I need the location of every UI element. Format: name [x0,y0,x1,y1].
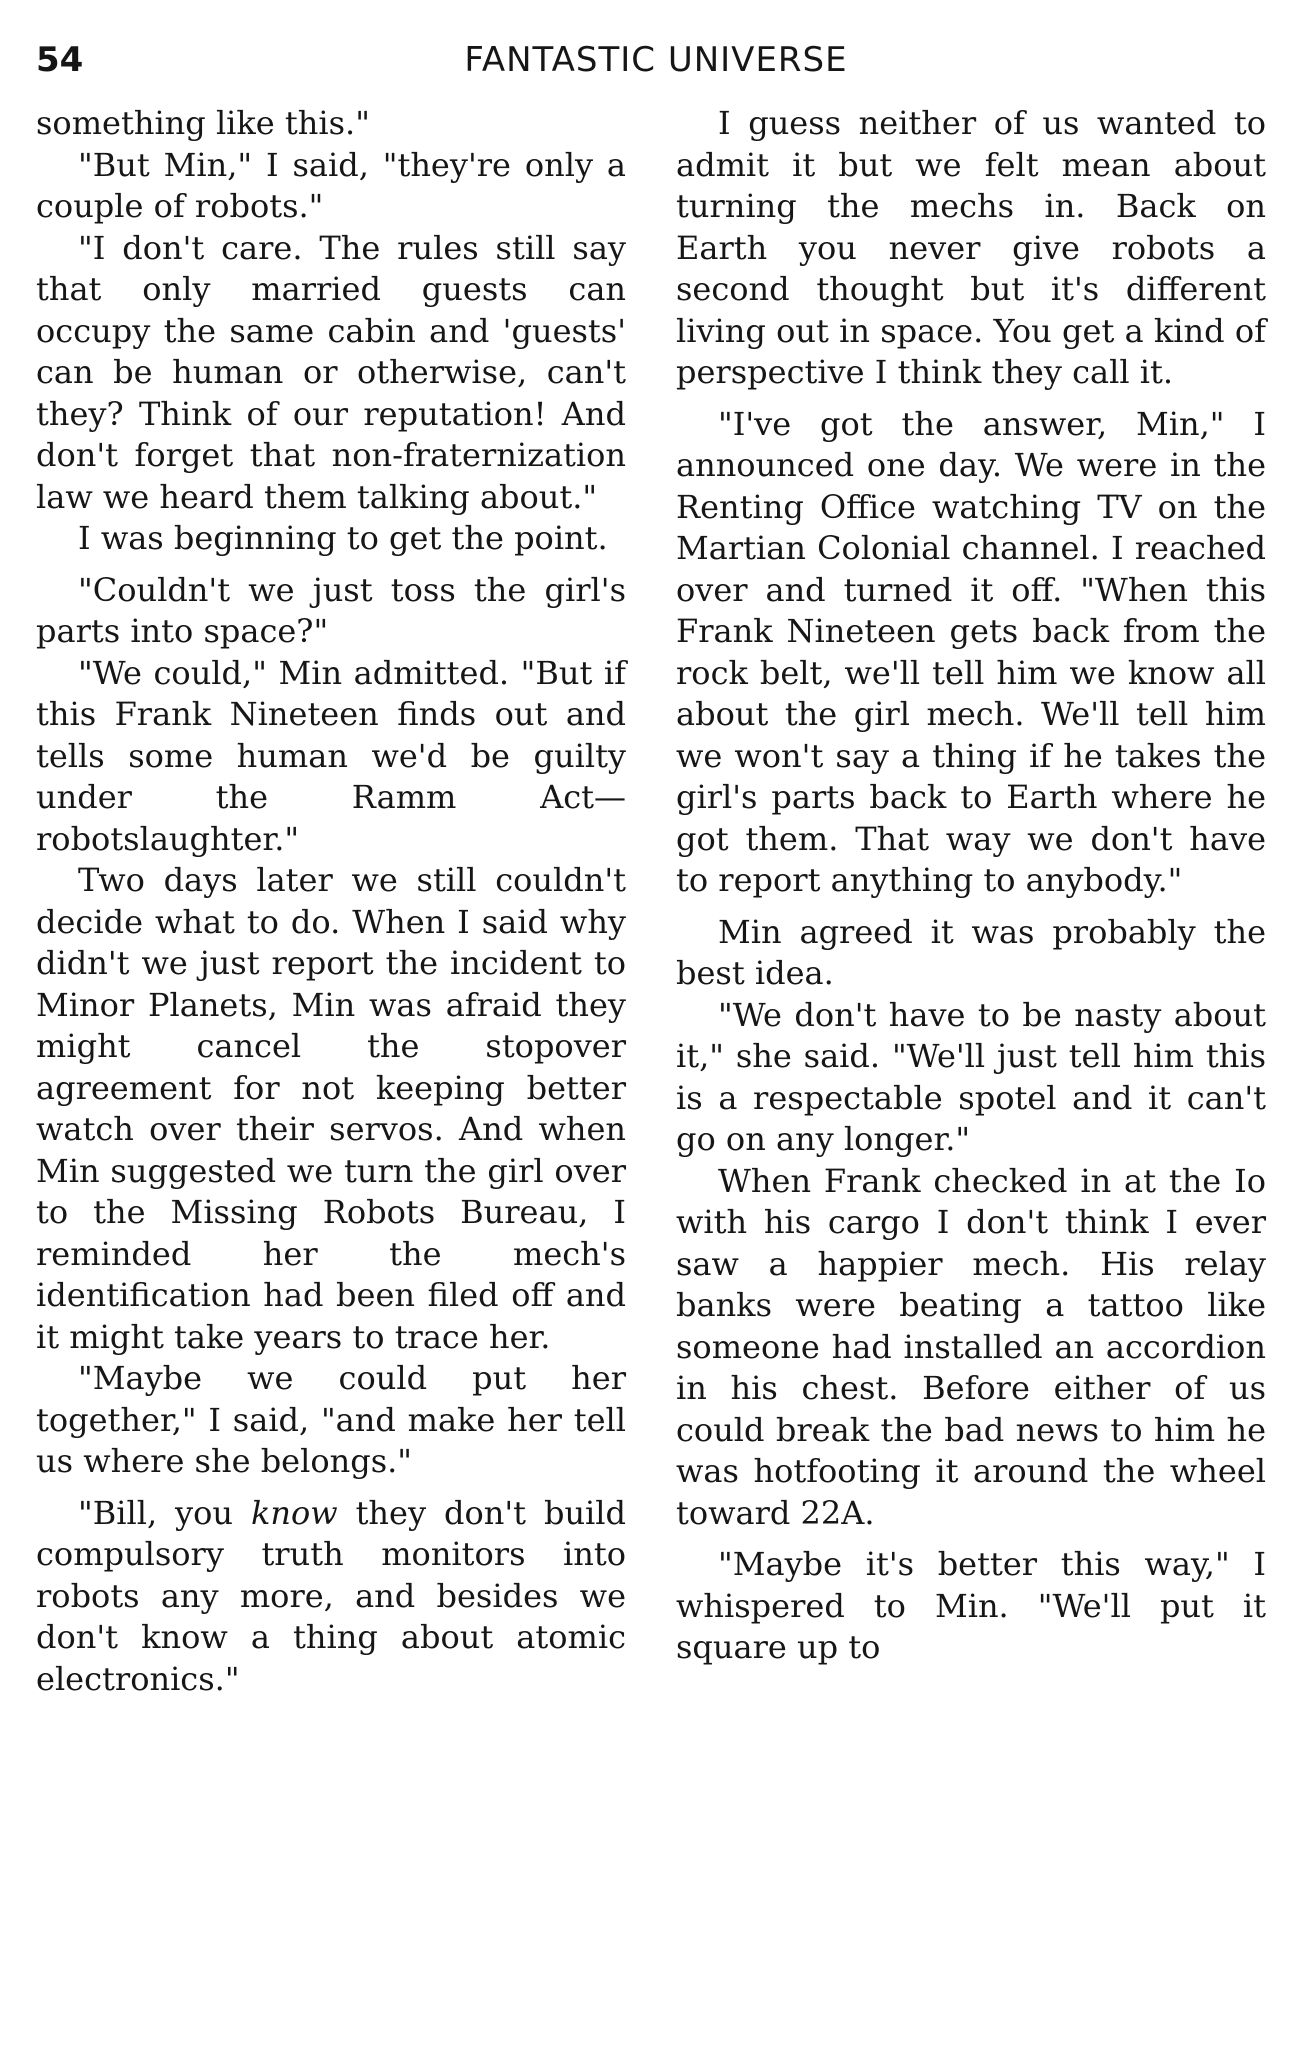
page-header [36,36,1276,84]
paragraph: something like this." [36,104,370,142]
emphasis-text: know [250,1493,338,1532]
paragraph: "Couldn't we just toss the girl's parts into space?" [36,570,626,650]
right-column [676,103,1266,1669]
paragraph-text: they don't build compulsory truth monitors into robots any more, and besides we don't know a thing about atomic electronics." [36,1493,627,1698]
paragraph: "But Min," I said, "they're only a couple of robots." [36,145,626,225]
paragraph: When Frank checked in at the Io with his cargo I don't think I ever saw a happier mech. His relay banks were beating a tattoo like someone had installed an accordion in his chest. Before either of us could break the bad news to him he was hotfooting it around the wheel toward 22A. [676,1161,1266,1532]
paragraph: "I've got the answer, Min," I announced one day. We were in the Renting Office watching TV on the Martian Colonial channel. I reached over and turned it off. "When this Frank Nineteen gets back from the rock belt, we'll tell him we know all about the girl mech. We'll tell him we won't say a thing if he takes the girl's parts back to Earth where he got them. That way we don't have to report anything to anybody." [676,404,1266,899]
paragraph: "I don't care. The rules still say that only married guests can occupy the same cabin and 'guests' can be human or otherwise, can't they? Think of our reputation! And don't forget that non-fraternization law we heard them talking about." [36,228,626,516]
paragraph: Two days later we still couldn't decide what to do. When I said why didn't we just report the incident to Minor Planets, Min was afraid they might cancel the stopover agreement for not keeping better watch over their servos. And when Min suggested we turn the girl over to the Missing Robots Bureau, I reminded her the mech's identification had been filed off and it might take years to trace her. [36,861,626,1356]
page-number: 54 [36,40,84,80]
paragraph: I guess neither of us wanted to admit it but we felt mean about turning the mechs in. Back on Earth you never give robots a second thought but it's different living out in space. You get a kind of perspective I think they call it. [676,104,1266,391]
running-title: FANTASTIC UNIVERSE [464,40,848,80]
paragraph: I was beginning to get the point. [78,519,608,557]
paragraph: Min agreed it was probably the best idea. [676,912,1266,992]
paragraph: "Maybe it's better this way," I whispered to Min. "We'll put it square up to [676,1545,1266,1666]
paragraph: "We don't have to be nasty about it," she said. "We'll just tell him this is a respectable spotel and it can't go on any longer." [676,995,1266,1158]
paragraph: "Maybe we could put her together," I said, "and make her tell us where she belongs." [36,1359,626,1480]
paragraph [36,1493,626,1701]
paragraph-text: "Bill, you [78,1493,251,1532]
left-column [36,103,626,1700]
paragraph: "We could," Min admitted. "But if this Frank Nineteen finds out and tells some human we'd be guilty under the Ramm Act—robotslaughter." [36,653,626,858]
